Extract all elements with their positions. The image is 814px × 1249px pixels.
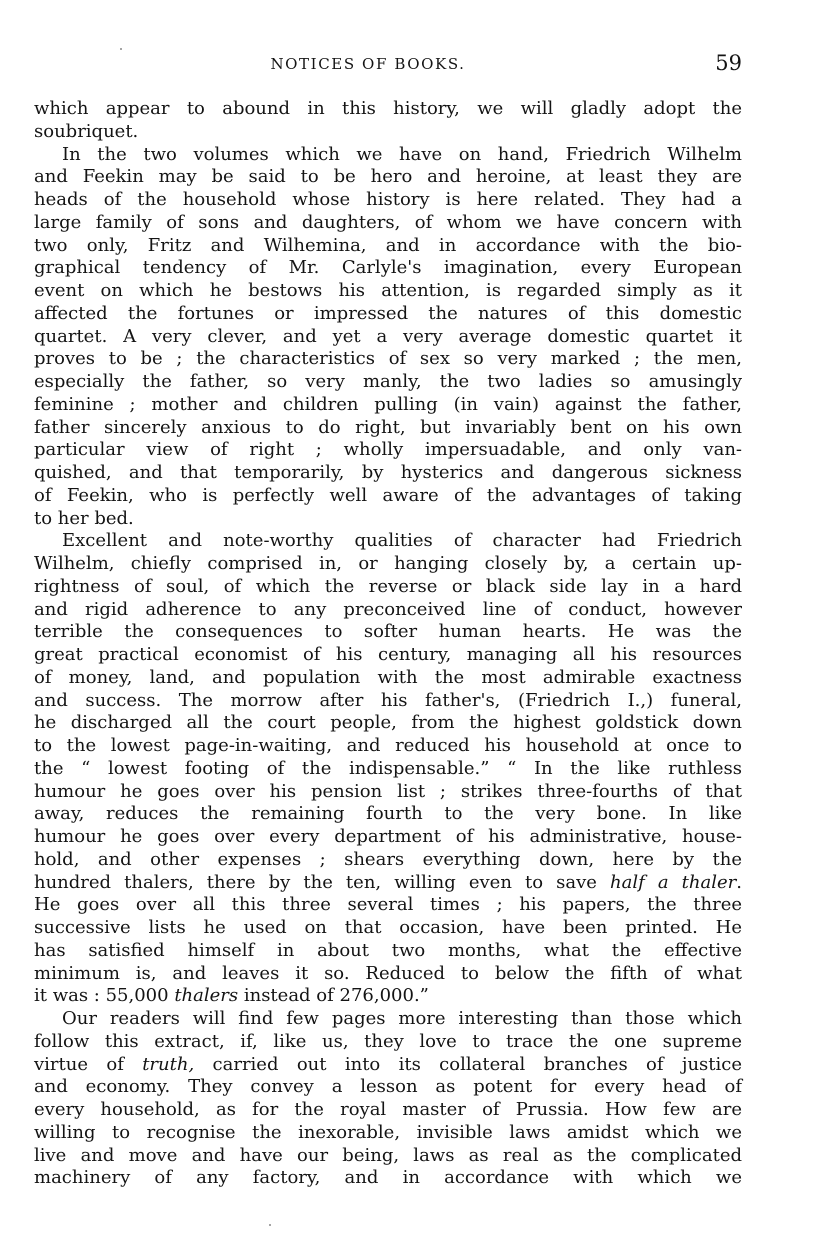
text-line <box>34 462 742 485</box>
line-text-after: instead of 276,000.” <box>238 985 429 1007</box>
text-line <box>34 712 742 735</box>
body-text <box>34 98 742 1190</box>
line-text: hundred thalers, there by the ten, willing even to save <box>34 871 611 893</box>
text-line <box>34 781 742 804</box>
text-line <box>34 394 742 417</box>
text-line <box>34 1076 742 1099</box>
line-text: every household, as for the royal master of Prussia. How few are <box>34 1099 742 1120</box>
print-speck <box>120 48 122 50</box>
line-text: has satisfied himself in about two months, what the effective <box>34 939 742 961</box>
line-text: follow this extract, if, like us, they love to trace the one supreme <box>34 1030 742 1052</box>
italic-phrase: half a thaler <box>610 871 737 893</box>
line-text: he discharged all the court people, from the highest goldstick down <box>34 712 742 734</box>
text-line <box>34 690 742 713</box>
line-text: hold, and other expenses ; shears everything down, here by the <box>34 848 742 870</box>
text-line <box>34 849 742 872</box>
line-text: large family of sons and daughters, of whom we have concern with <box>34 211 742 233</box>
text-line <box>34 1008 742 1031</box>
line-text: successive lists he used on that occasion, have been printed. He <box>34 917 742 938</box>
line-text: heads of the household whose history is here related. They had a <box>34 189 742 210</box>
running-title: NOTICES OF BOOKS. <box>270 55 466 73</box>
running-header <box>34 51 742 79</box>
text-line <box>34 371 742 394</box>
line-text: particular view of right ; wholly impersuadable, and only van- <box>34 439 742 461</box>
line-text: to the lowest page-in-waiting, and reduced his household at once to <box>34 735 742 756</box>
line-text: In the two volumes which we have on hand, Friedrich Wilhelm <box>62 143 742 165</box>
line-text: willing to recognise the inexorable, invisible laws amidst which we <box>34 1121 742 1143</box>
italic-phrase: thalers <box>174 985 239 1007</box>
line-text: and economy. They convey a lesson as potent for every head of <box>34 1076 742 1098</box>
text-line <box>34 303 742 326</box>
text-line <box>34 917 742 940</box>
text-line <box>34 803 742 826</box>
text-line <box>34 417 742 440</box>
line-text: great practical economist of his century, managing all his resources <box>34 644 742 665</box>
line-text: He goes over all this three several times ; his papers, the three <box>34 894 742 916</box>
line-text-after: . <box>736 871 742 893</box>
text-line <box>34 1122 742 1145</box>
line-text: humour he goes over every department of his administrative, house- <box>34 826 742 847</box>
line-text: which appear to abound in this history, we will gladly adopt the <box>34 98 742 119</box>
line-text: Wilhelm, chiefly comprised in, or hanging closely by, a certain up- <box>34 553 742 574</box>
line-text: rightness of soul, of which the reverse or black side lay in a hard <box>34 575 742 597</box>
text-line <box>34 940 742 963</box>
line-text: and rigid adherence to any preconceived line of conduct, however <box>34 598 742 620</box>
text-line <box>34 826 742 849</box>
text-line <box>34 212 742 235</box>
text-line <box>34 553 742 576</box>
text-line <box>34 735 742 758</box>
line-text: humour he goes over his pension list ; strikes three-fourths of that <box>34 780 742 802</box>
line-text: quartet. A very clever, and yet a very average domestic quartet it <box>34 325 742 347</box>
line-text-after: carried out into its collateral branches of justice <box>194 1053 743 1075</box>
text-line <box>34 621 742 644</box>
text-line <box>34 872 742 895</box>
text-line <box>34 894 742 917</box>
text-line <box>34 508 742 531</box>
line-text: Excellent and note-worthy qualities of character had Friedrich <box>62 530 742 552</box>
line-text: and Feekin may be said to be hero and heroine, at least they are <box>34 166 742 188</box>
text-line <box>34 1054 742 1077</box>
italic-phrase: truth, <box>142 1053 195 1075</box>
line-text: minimum is, and leaves it so. Reduced to below the fifth of what <box>34 962 742 984</box>
text-line <box>34 326 742 349</box>
line-text: to her bed. <box>34 507 134 529</box>
text-line <box>34 963 742 986</box>
print-speck <box>269 1224 271 1226</box>
text-line <box>34 576 742 599</box>
text-line <box>34 121 742 144</box>
text-line <box>34 667 742 690</box>
text-line <box>34 644 742 667</box>
line-text: soubriquet. <box>34 120 139 142</box>
text-line <box>34 1145 742 1168</box>
text-line <box>34 1167 742 1190</box>
line-text: it was : 55,000 <box>34 985 175 1007</box>
text-line <box>34 98 742 121</box>
line-text: of money, land, and population with the most admirable exactness <box>34 666 742 688</box>
text-line <box>34 599 742 622</box>
text-line <box>34 166 742 189</box>
page-number: 59 <box>715 51 742 75</box>
line-text: quished, and that temporarily, by hysterics and dangerous sickness <box>34 462 742 483</box>
line-text: away, reduces the remaining fourth to the very bone. In like <box>34 803 742 825</box>
line-text: Our readers will find few pages more interesting than those which <box>62 1008 742 1029</box>
text-line <box>34 439 742 462</box>
line-text: feminine ; mother and children pulling (in vain) against the father, <box>34 393 742 415</box>
line-text: live and move and have our being, laws as real as the complicated <box>34 1144 742 1166</box>
line-text: especially the father, so very manly, the two ladies so amusingly <box>34 371 742 392</box>
text-line <box>34 189 742 212</box>
text-line <box>34 280 742 303</box>
line-text: the “ lowest footing of the indispensable.” “ In the like ruthless <box>34 757 742 779</box>
line-text: terrible the consequences to softer human hearts. He was the <box>34 621 742 643</box>
line-text: proves to be ; the characteristics of sex so very marked ; the men, <box>34 348 742 370</box>
text-line <box>34 1099 742 1122</box>
text-line <box>34 348 742 371</box>
text-line <box>34 257 742 280</box>
text-line <box>34 530 742 553</box>
line-text: virtue of <box>34 1053 143 1075</box>
line-text: graphical tendency of Mr. Carlyle's imagination, every European <box>34 257 742 279</box>
line-text: and success. The morrow after his father's, (Friedrich I.,) funeral, <box>34 689 742 711</box>
line-text: of Feekin, who is perfectly well aware of the advantages of taking <box>34 484 742 506</box>
text-line <box>34 985 742 1008</box>
text-line <box>34 1031 742 1054</box>
line-text: event on which he bestows his attention, is regarded simply as it <box>34 280 742 301</box>
text-line <box>34 485 742 508</box>
text-line <box>34 758 742 781</box>
text-line <box>34 144 742 167</box>
text-line <box>34 235 742 258</box>
line-text: father sincerely anxious to do right, but invariably bent on his own <box>34 416 742 438</box>
line-text: two only, Fritz and Wilhemina, and in accordance with the bio- <box>34 234 742 256</box>
line-text: machinery of any factory, and in accordance with which we <box>34 1167 742 1189</box>
line-text: affected the fortunes or impressed the natures of this domestic <box>34 302 742 324</box>
